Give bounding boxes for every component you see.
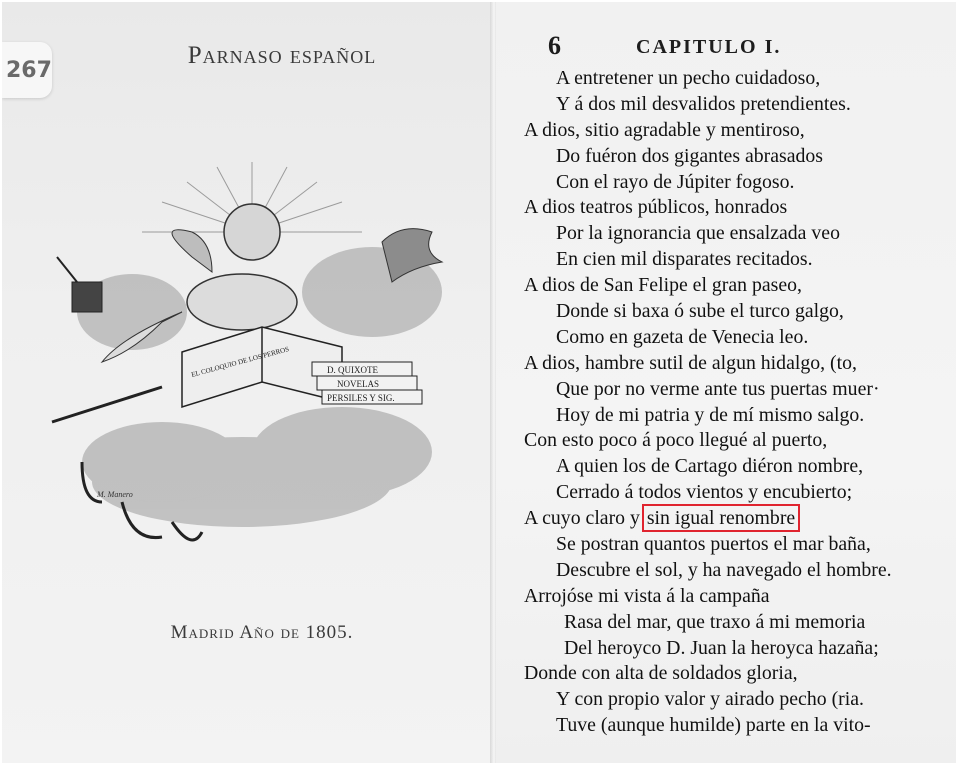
- verse-text: Donde si baxa ó sube el turco galgo,: [556, 300, 844, 323]
- engraver-signature: M. Manero: [97, 490, 133, 499]
- verse-text: Con el rayo de Júpiter fogoso.: [556, 170, 795, 193]
- verse-text: Como en gazeta de Venecia leo.: [556, 325, 809, 348]
- verse-line: [524, 66, 954, 92]
- verse-line: [524, 403, 954, 429]
- verse-text: Se postran quantos puertos el mar baña,: [556, 533, 871, 556]
- verse-line: [524, 480, 954, 506]
- verse-line: [524, 506, 954, 532]
- verse-line: [524, 584, 954, 610]
- verse-line: [524, 687, 954, 713]
- verse-text: Hoy de mi patria y de mí mismo salgo.: [556, 403, 865, 426]
- book-title: Parnaso español: [187, 42, 377, 69]
- frontispiece-illustration: [42, 162, 462, 562]
- verse-line: [524, 221, 954, 247]
- left-page: [2, 2, 493, 763]
- verse-line: [524, 195, 954, 221]
- verse-line: [524, 325, 954, 351]
- verse-text: Arrojóse mi vista á la campaña: [524, 584, 770, 607]
- verse-line: [524, 247, 954, 273]
- verse-text: A dios teatros públicos, honrados: [524, 196, 788, 219]
- verse-line: [524, 170, 954, 196]
- verse-text: A quien los de Cartago diéron nombre,: [556, 455, 864, 478]
- book-spine-1: D. QUIXOTE: [327, 365, 378, 375]
- verse-text: Con esto poco á poco llegué al puerto,: [524, 429, 828, 452]
- verse-text: Del heroyco D. Juan la heroyca hazaña;: [564, 636, 879, 659]
- verse-line: [524, 610, 954, 636]
- verse-line: [524, 273, 954, 299]
- verse-line: [524, 713, 954, 739]
- inkwell-icon: [57, 257, 102, 312]
- verse-text: Cerrado á todos vientos y encubierto;: [556, 481, 853, 504]
- verse-text: Donde con alta de soldados gloria,: [524, 662, 798, 685]
- verse-text: A entretener un pecho cuidadoso,: [556, 67, 821, 89]
- verse-text: Que por no verme ante tus puertas muer·: [556, 377, 880, 400]
- verse-line: [524, 428, 954, 454]
- verse-line: [524, 92, 954, 118]
- verse-line: [524, 144, 954, 170]
- verse-text: Y con propio valor y airado pecho (ria.: [556, 688, 864, 711]
- verse-line: [524, 377, 954, 403]
- verse-line: [524, 351, 954, 377]
- verse-text: En cien mil disparates recitados.: [556, 248, 813, 271]
- verse-text: Rasa del mar, que traxo á mi memoria: [564, 610, 866, 633]
- verse-list: [524, 66, 954, 739]
- stacked-books: [312, 362, 422, 404]
- sword-icon: [52, 387, 162, 422]
- verse-line: [524, 454, 954, 480]
- book-spine-3: PERSILES Y SIG.: [327, 393, 395, 403]
- verse-line: [524, 299, 954, 325]
- highlighted-phrase: sin igual renombre: [646, 507, 796, 530]
- verse-text: A dios de San Felipe el gran paseo,: [524, 274, 802, 297]
- page-badge: 267: [2, 42, 52, 98]
- verse-text: Y á dos mil desvalidos pretendientes.: [556, 92, 851, 115]
- page-number: 6: [548, 31, 561, 60]
- verse-line: [524, 661, 954, 687]
- imprint: Madrid Año de 1805.: [170, 622, 354, 643]
- verse-text: Por la ignorancia que ensalzada veo: [556, 222, 840, 245]
- verse-line: [524, 636, 954, 662]
- verse-line: [524, 118, 954, 144]
- right-page: [496, 2, 956, 763]
- verse-text: A cuyo claro y: [524, 507, 645, 530]
- verse-text: A dios, sitio agradable y mentiroso,: [524, 118, 805, 141]
- verse-text: Tuve (aunque humilde) parte en la vito-: [556, 714, 871, 737]
- verse-text: A dios, hambre sutil de algun hidalgo, (to,: [524, 351, 857, 374]
- open-book-text: EL COLOQUIO DE LOS PERROS: [190, 345, 290, 379]
- chapter-heading: CAPITULO I.: [636, 36, 782, 58]
- verse-line: [524, 558, 954, 584]
- book-spine-2: NOVELAS: [337, 379, 379, 389]
- verse-text: Descubre el sol, y ha navegado el hombre.: [556, 558, 892, 581]
- verse-line: [524, 532, 954, 558]
- verse-text: Do fuéron dos gigantes abrasados: [556, 144, 823, 167]
